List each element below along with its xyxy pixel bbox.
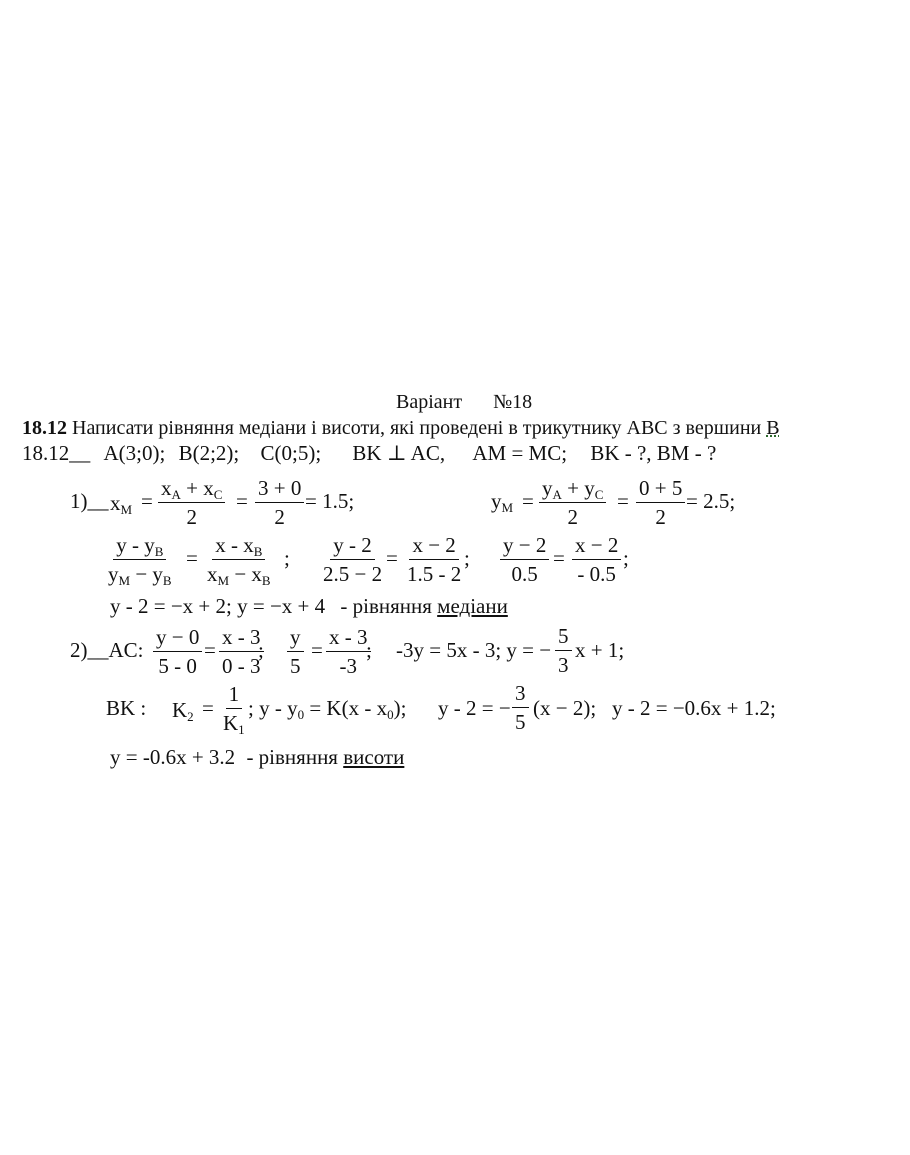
xm-eq2: = [236,489,248,513]
ac-eq3-tail: x + 1; [575,638,625,662]
altitude-result-word: висоти [343,745,405,769]
given-b: B(2;2); [178,441,240,465]
ac-semi2: ; [366,638,372,662]
given-id: 18.12__ [22,441,91,465]
bk-line-d: y - 2 = − [438,696,511,720]
bk-line-e: (x − 2); [533,696,597,720]
xm-frac1: $\frac{x_A + x_C}{2}$ [158,478,225,528]
median-semi1: ; [284,546,290,570]
ym-frac1: $\frac{y_A + y_C}{2}$ [539,478,606,528]
xm-frac2: $\frac{3 + 0}{2}$ [255,478,304,528]
altitude-result [110,747,404,768]
task-statement [22,418,780,438]
bk-k2: $K_2$ [172,698,194,724]
median-result [110,596,508,617]
ac-frac1: $\frac{y - 0}{5 - 0}$ [153,627,202,677]
task-vertex: B [766,417,780,439]
ac-frac3: $\frac{y}{5}$ [287,627,304,677]
bk-label: BK : [106,696,147,720]
given-perp: BK ⊥ AC, [352,441,446,465]
ac-frac5: $\frac{5}{3}$ [555,626,572,676]
ac-eq2: = [311,638,323,662]
xm-lhs: $x_M$ [110,491,133,517]
ym-lhs: $y_M$ [491,489,514,515]
bk-k-frac: $\frac{1}{K_1}$ [223,682,245,737]
altitude-result-label: - рівняння [246,745,338,769]
median-frac5: $\frac{y - 2}{0.5}$ [500,535,549,585]
ac-semi1: ; [258,638,264,662]
step2-marker: 2)__AC: [70,638,144,662]
bk-point-slope: ; $y - y_0 = K(x - x_0)$; [248,696,407,722]
variant-label: Варіант [396,391,463,413]
ac-frac4: $\frac{x - 3}{-3}$ [326,627,371,677]
altitude-result-eq: y = -0.6x + 3.2 [110,745,236,769]
median-frac3: $\frac{y - 2}{2.5 - 2}$ [323,533,383,586]
task-text: Написати рівняння медіани і висоти, які проведені в трикутнику ABC з вершини [72,417,762,439]
ym-eq2: = [617,489,629,513]
bk-frac-35: $\frac{3}{5}$ [512,683,529,733]
ym-result: = 2.5; [686,489,736,513]
bk-line-f: y - 2 = −0.6x + 1.2; [612,696,776,720]
xm-result: = 1.5; [305,489,355,513]
step1-marker: 1)__ [70,489,109,513]
median-frac4: $\frac{x - 2}{1.5 - 2}$ [407,533,462,586]
median-result-label: - рівняння [340,594,432,618]
task-id: 18.12 [22,417,67,439]
variant-heading [396,392,532,412]
xm-eq1: = [141,489,153,513]
median-frac2: $\frac{x - x_B}{x_M - x_B}$ [207,533,271,588]
median-eq2: = [386,546,398,570]
given-equal: AM = MC; [472,441,568,465]
variant-number: №18 [493,391,533,413]
median-eq3: = [553,546,565,570]
ym-frac2: $\frac{0 + 5}{2}$ [636,478,685,528]
bk-k-eq: = [202,696,214,720]
given-c: C(0;5); [260,441,322,465]
median-frac6: $\frac{x - 2}{- 0.5}$ [572,535,621,585]
given-a: A(3;0); [103,441,166,465]
ac-eq1: = [204,638,216,662]
median-result-eq: y - 2 = −x + 2; y = −x + 4 [110,594,326,618]
median-eq1: = [186,546,198,570]
median-result-word: медіани [437,594,508,618]
median-frac1: $\frac{y - y_B}{y_M - y_B}$ [108,533,172,588]
ym-eq1: = [522,489,534,513]
ac-eq3: -3y = 5x - 3; y = − [396,638,552,662]
ac-frac2: $\frac{x - 3}{0 - 3}$ [219,627,264,677]
median-semi2: ; [464,546,470,570]
given-line [22,443,716,464]
median-semi3: ; [623,546,629,570]
given-find: BK - ?, BM - ? [590,441,717,465]
